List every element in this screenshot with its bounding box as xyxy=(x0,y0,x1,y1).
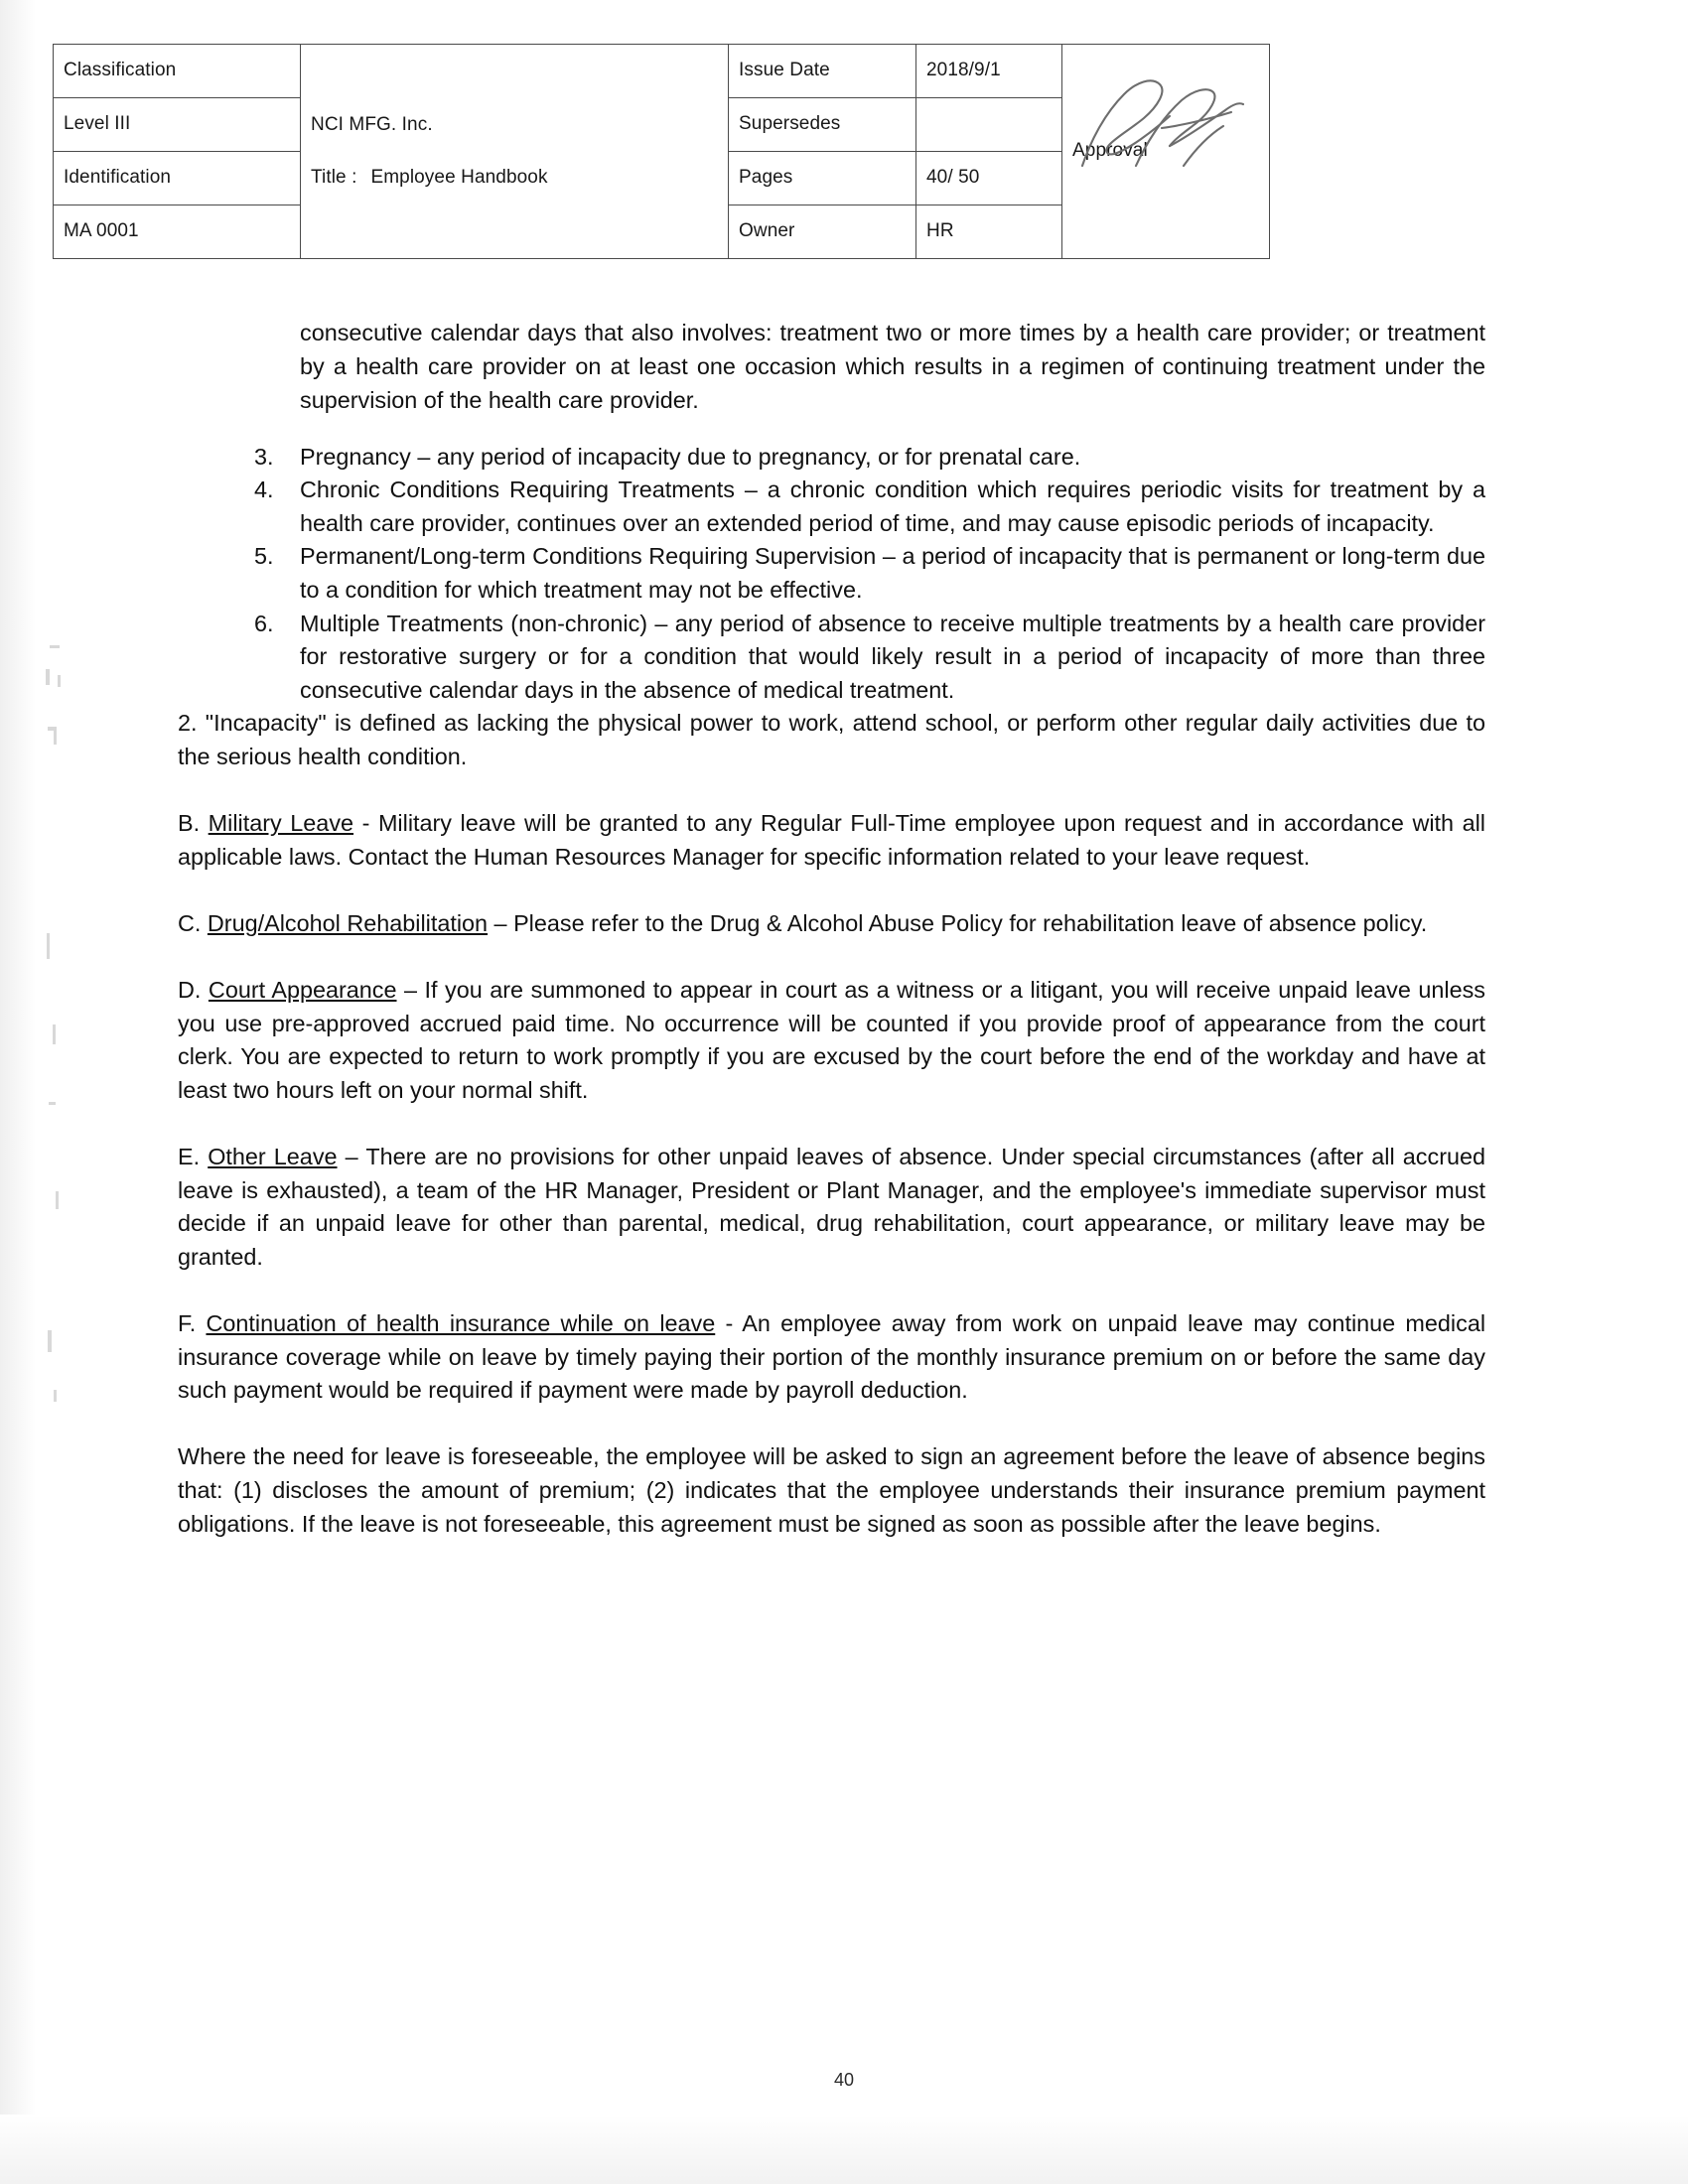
section-d-court-appearance xyxy=(178,974,1485,1107)
scan-edge-shading-bottom xyxy=(0,2115,1688,2184)
scan-artifact-marks xyxy=(44,635,70,1430)
cell-owner-value: HR xyxy=(916,205,1062,259)
cell-identification-value: MA 0001 xyxy=(54,205,301,259)
title-value: Employee Handbook xyxy=(370,166,548,188)
cell-approval xyxy=(1062,45,1270,259)
cell-identification-label: Identification xyxy=(54,152,301,205)
section-d-text: If you are summoned to appear in court as a witness or a litigant, you will receive unpaid leave unless you use pre-approved accrued paid time. No occurrence will be counted if you provide proof of appearance from the court clerk. You are expected to return to work promptly if you are excused by the court before the end of the workday and have at least two hours left on your normal shift. xyxy=(178,977,1485,1103)
section-c-heading: Drug/Alcohol Rehabilitation xyxy=(207,909,489,936)
approval-signature-icon xyxy=(1066,70,1247,170)
list-item-number: 3. xyxy=(254,443,274,470)
document-title xyxy=(311,167,718,189)
section-b-text: Military leave will be granted to any Regular Full-Time employee upon request and in accordance with all applicable laws. Contact the Human Resources Manager for specific information related to your leave request. xyxy=(178,810,1485,870)
paragraph-spacer xyxy=(244,774,1485,808)
cell-supersedes-value xyxy=(916,98,1062,152)
cell-pages-label: Pages xyxy=(729,152,916,205)
list-item-text: Pregnancy – any period of incapacity due to pregnancy, or for prenatal care. xyxy=(300,443,1081,470)
cell-owner-label: Owner xyxy=(729,205,916,259)
section-d-heading: Court Appearance xyxy=(208,977,397,1004)
continuation-paragraph: consecutive calendar days that also involves: treatment two or more times by a health care provider; or treatment by a health care provider on at least one occasion which results in a regimen of continuing treatment under the supervision of the health care provider. xyxy=(300,320,1485,413)
section-d-separator: – xyxy=(396,977,425,1004)
list-item xyxy=(244,608,1485,708)
paragraph-spacer xyxy=(244,1107,1485,1141)
paragraph-spacer xyxy=(244,874,1485,907)
closing-paragraph: Where the need for leave is foreseeable, the employee will be asked to sign an agreement before the leave of absence begins that: (1) discloses the amount of premium; (2) indicates that the employee understands their insurance premium payment obligations. If the leave is not foreseeable, this agreement must be signed as soon as possible after the leave begins. xyxy=(178,1443,1485,1537)
list-item-text: Chronic Conditions Requiring Treatments – a chronic condition which requires periodic visits for treatment by a health care provider, continues over an extended period of time, and may cause episodic periods of incapacity. xyxy=(300,477,1485,536)
section-b-military-leave xyxy=(178,807,1485,874)
list-item-number: 6. xyxy=(254,610,274,636)
incapacity-definition-paragraph: 2. "Incapacity" is defined as lacking the physical power to work, attend school, or perform other regular daily activities due to the serious health condition. xyxy=(178,710,1485,769)
cell-issue-date-value: 2018/9/1 xyxy=(916,45,1062,98)
table-row xyxy=(54,45,1270,98)
cell-company-and-title xyxy=(301,45,729,259)
section-e-heading: Other Leave xyxy=(208,1144,338,1170)
list-item-text: Multiple Treatments (non-chronic) – any period of absence to receive multiple treatments by a health care provider for restorative surgery or for a condition that would likely result in a period of incapacity of more than three consecutive calendar days in the absence of medical treatment. xyxy=(300,610,1485,703)
list-item-text: Permanent/Long-term Conditions Requiring Supervision – a period of incapacity that is permanent or long-term due to a condition for which treatment may not be effective. xyxy=(300,543,1485,603)
cell-pages-value: 40/ 50 xyxy=(916,152,1062,205)
list-item-number: 4. xyxy=(254,477,274,503)
serious-health-condition-list xyxy=(244,441,1485,708)
document-header-table xyxy=(53,44,1270,259)
section-c-letter: C. xyxy=(178,909,202,936)
section-f-text: An employee away from work on unpaid leave may continue medical insurance coverage while on leave by timely paying their portion of the monthly insurance premium on or before the same day such payment would be required if payment were made by payroll deduction. xyxy=(178,1310,1486,1404)
section-d-letter: D. xyxy=(178,977,202,1004)
paragraph-spacer xyxy=(244,940,1485,974)
document-body xyxy=(178,294,1486,1541)
approval-label: Approval xyxy=(1072,140,1148,162)
title-prefix-label: Title : xyxy=(311,166,357,188)
cell-issue-date-label: Issue Date xyxy=(729,45,916,98)
section-b-separator: - xyxy=(353,810,378,837)
section-e-separator: – xyxy=(337,1144,366,1170)
section-f-continuation-of-health-insurance xyxy=(178,1307,1485,1408)
list-item xyxy=(244,441,1485,475)
section-c-separator: – xyxy=(488,909,514,936)
section-e-letter: E. xyxy=(178,1144,201,1170)
company-name: NCI MFG. Inc. xyxy=(311,113,433,135)
section-f-letter: F. xyxy=(178,1310,197,1336)
paragraph-spacer xyxy=(244,1274,1485,1307)
paragraph-spacer xyxy=(244,1408,1485,1441)
cell-supersedes-label: Supersedes xyxy=(729,98,916,152)
section-e-other-leave xyxy=(178,1141,1485,1274)
scan-edge-shading-left xyxy=(0,0,36,2184)
section-c-drug-alcohol-rehabilitation xyxy=(178,907,1485,941)
section-c-text: Please refer to the Drug & Alcohol Abuse Policy for rehabilitation leave of absence policy. xyxy=(513,909,1428,936)
cell-level-value: Level III xyxy=(54,98,301,152)
list-item xyxy=(244,540,1485,607)
list-item-number: 5. xyxy=(254,543,274,570)
section-f-heading: Continuation of health insurance while on leave xyxy=(206,1310,716,1336)
section-b-heading: Military Leave xyxy=(208,810,354,837)
section-b-letter: B. xyxy=(178,810,201,837)
list-item xyxy=(244,474,1485,540)
section-f-separator: - xyxy=(715,1310,743,1336)
page-number: 40 xyxy=(833,2070,855,2090)
cell-classification-label: Classification xyxy=(54,45,301,98)
section-e-text: There are no provisions for other unpaid leaves of absence. Under special circumstances (after all accrued leave is exhausted), a team of the HR Manager, President or Plant Manager, and the employee's immediate supervisor must decide if an unpaid leave for other than parental, medical, drug rehabilitation, court appearance, or military leave may be granted. xyxy=(178,1144,1486,1270)
